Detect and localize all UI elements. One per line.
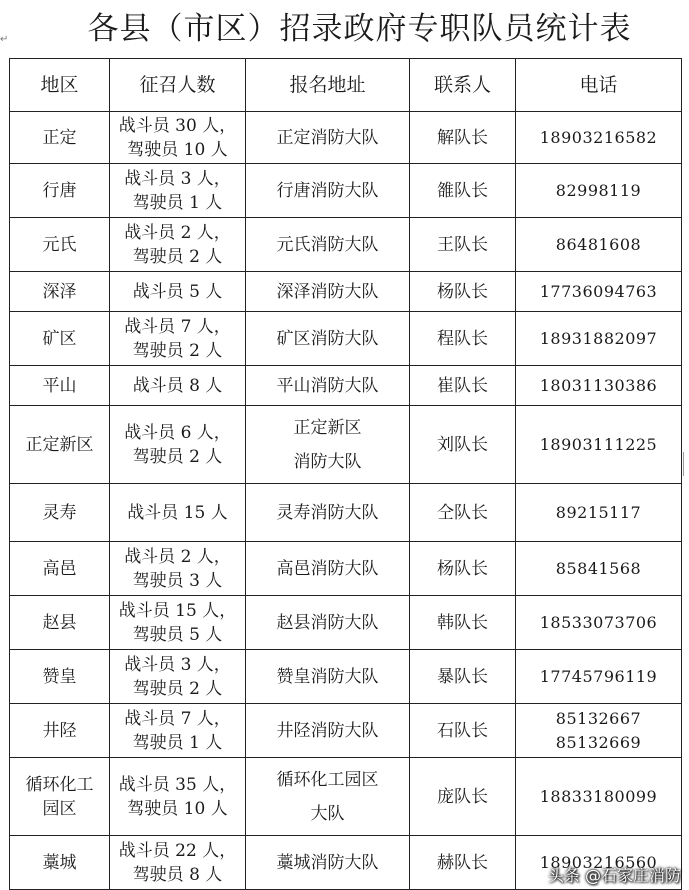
table-row <box>10 218 682 272</box>
phone-line: 85841568 <box>555 558 642 578</box>
phone-line: 82998119 <box>555 180 642 200</box>
address-line: 深泽消防大队 <box>276 281 379 302</box>
region-cell <box>10 164 110 218</box>
quota-line: 驾驶员 8 人 <box>132 864 223 885</box>
region-line: 井陉 <box>42 720 77 741</box>
region-line: 藁城 <box>42 852 77 873</box>
contact-cell: 王队长 <box>410 218 516 272</box>
contact-cell: 仝队长 <box>410 484 516 542</box>
region-line: 赞皇 <box>42 666 77 687</box>
region-cell <box>10 596 110 650</box>
quota-line: 战斗员 15 人， <box>118 600 237 621</box>
table-row <box>10 484 682 542</box>
phone-cell <box>516 164 682 218</box>
address-line: 高邑消防大队 <box>276 558 379 579</box>
address-line: 行唐消防大队 <box>276 180 379 201</box>
quota-cell <box>110 366 246 406</box>
contact-cell: 暴队长 <box>410 650 516 704</box>
address-cell <box>246 542 410 596</box>
region-line: 行唐 <box>42 180 77 201</box>
quota-line: 战斗员 22 人， <box>118 840 237 861</box>
table-row <box>10 312 682 366</box>
quota-cell <box>110 704 246 758</box>
quota-line: 驾驶员 2 人 <box>132 246 223 267</box>
quota-line: 战斗员 8 人 <box>132 375 223 396</box>
contact-cell: 杨队长 <box>410 542 516 596</box>
region-cell <box>10 650 110 704</box>
address-cell <box>246 484 410 542</box>
phone-cell <box>516 484 682 542</box>
phone-line: 18031130386 <box>539 375 658 395</box>
phone-cell <box>516 366 682 406</box>
table-row <box>10 704 682 758</box>
phone-cell <box>516 704 682 758</box>
phone-line: 18903216582 <box>539 127 658 147</box>
region-line: 赵县 <box>42 612 77 633</box>
quota-cell <box>110 112 246 164</box>
address-line: 灵寿消防大队 <box>276 502 379 523</box>
address-cell <box>246 596 410 650</box>
quota-line: 战斗员 35 人， <box>118 774 237 795</box>
recruitment-table <box>9 58 682 890</box>
contact-cell: 韩队长 <box>410 596 516 650</box>
quota-line: 战斗员 7 人， <box>124 708 231 729</box>
quota-line: 驾驶员 3 人 <box>132 570 223 591</box>
address-cell <box>246 272 410 312</box>
address-cell <box>246 366 410 406</box>
address-line: 赞皇消防大队 <box>276 666 379 687</box>
phone-line: 17745796119 <box>539 666 658 686</box>
quota-line: 战斗员 15 人 <box>127 502 228 523</box>
quota-line: 战斗员 7 人， <box>124 316 231 337</box>
address-line: 矿区消防大队 <box>276 328 379 349</box>
region-line: 深泽 <box>42 281 77 302</box>
contact-cell: 庞队长 <box>410 758 516 836</box>
table-row <box>10 164 682 218</box>
quota-cell <box>110 596 246 650</box>
address-line: 井陉消防大队 <box>276 720 379 741</box>
address-cell <box>246 218 410 272</box>
address-cell <box>246 312 410 366</box>
region-line: 灵寿 <box>42 502 77 523</box>
page-title: 各县（市区）招录政府专职队员统计表 <box>87 11 632 47</box>
phone-line: 89215117 <box>555 502 642 522</box>
region-cell <box>10 112 110 164</box>
quota-cell <box>110 312 246 366</box>
quota-cell <box>110 218 246 272</box>
page-edge-mark <box>683 452 687 476</box>
header-phone: 电话 <box>516 59 682 112</box>
region-cell <box>10 704 110 758</box>
phone-line: 86481608 <box>555 234 642 254</box>
phone-cell <box>516 218 682 272</box>
quota-cell <box>110 272 246 312</box>
address-cell <box>246 164 410 218</box>
address-cell <box>246 758 410 836</box>
table-row <box>10 406 682 484</box>
quota-line: 战斗员 5 人 <box>132 281 223 302</box>
header-region: 地区 <box>10 59 110 112</box>
address-cell <box>246 836 410 890</box>
phone-cell <box>516 650 682 704</box>
region-cell <box>10 366 110 406</box>
quota-line: 战斗员 2 人， <box>124 222 231 243</box>
quota-line: 驾驶员 10 人 <box>127 139 228 160</box>
contact-cell: 崔队长 <box>410 366 516 406</box>
contact-cell: 石队长 <box>410 704 516 758</box>
table-header-row <box>10 59 682 112</box>
region-cell <box>10 312 110 366</box>
table-body <box>10 112 682 890</box>
region-line: 平山 <box>42 375 77 396</box>
phone-line: 85132667 <box>555 708 642 728</box>
quota-line: 驾驶员 5 人 <box>132 624 223 645</box>
region-line: 园区 <box>42 798 77 819</box>
quota-cell <box>110 836 246 890</box>
contact-cell: 雒队长 <box>410 164 516 218</box>
quota-line: 驾驶员 2 人 <box>132 446 223 467</box>
quota-cell <box>110 406 246 484</box>
quota-line: 驾驶员 1 人 <box>132 192 223 213</box>
region-cell <box>10 484 110 542</box>
quota-cell <box>110 484 246 542</box>
contact-cell: 杨队长 <box>410 272 516 312</box>
quota-line: 战斗员 6 人， <box>124 422 231 443</box>
quota-line: 战斗员 2 人， <box>124 546 231 567</box>
region-cell <box>10 406 110 484</box>
quota-line: 战斗员 3 人， <box>124 168 231 189</box>
quota-cell <box>110 164 246 218</box>
phone-line: 18903111225 <box>539 434 658 454</box>
phone-cell <box>516 758 682 836</box>
phone-cell <box>516 406 682 484</box>
region-cell <box>10 272 110 312</box>
quota-line: 驾驶员 10 人 <box>127 798 228 819</box>
region-line: 正定新区 <box>25 434 94 455</box>
table-row <box>10 112 682 164</box>
region-line: 高邑 <box>42 558 77 579</box>
table-row <box>10 758 682 836</box>
phone-line: 18833180099 <box>539 786 658 806</box>
watermark: 头条 @石家庄消防 <box>547 866 681 885</box>
region-cell <box>10 836 110 890</box>
header-address: 报名地址 <box>246 59 410 112</box>
region-line: 矿区 <box>42 328 77 349</box>
address-line: 循环化工园区 <box>276 769 379 790</box>
phone-cell <box>516 596 682 650</box>
anchor-mark: ↵ <box>0 34 9 45</box>
phone-line: 18903216560 <box>539 852 658 872</box>
phone-line: 18931882097 <box>539 328 658 348</box>
table-row <box>10 596 682 650</box>
address-cell <box>246 650 410 704</box>
quota-cell <box>110 650 246 704</box>
region-cell <box>10 758 110 836</box>
address-line: 大队 <box>310 803 345 824</box>
region-cell <box>10 542 110 596</box>
table-row <box>10 650 682 704</box>
region-line: 元氏 <box>42 234 77 255</box>
header-contact: 联系人 <box>410 59 516 112</box>
contact-cell: 解队长 <box>410 112 516 164</box>
phone-cell <box>516 542 682 596</box>
contact-cell: 赫队长 <box>410 836 516 890</box>
address-line: 消防大队 <box>293 451 362 472</box>
table-row <box>10 366 682 406</box>
region-line: 循环化工 <box>25 774 94 795</box>
phone-line: 17736094763 <box>539 281 658 301</box>
quota-cell <box>110 542 246 596</box>
phone-line: 85132669 <box>555 732 642 752</box>
address-line: 藁城消防大队 <box>276 852 379 873</box>
header-quota: 征召人数 <box>110 59 246 112</box>
address-line: 赵县消防大队 <box>276 612 379 633</box>
table-row <box>10 542 682 596</box>
contact-cell: 刘队长 <box>410 406 516 484</box>
phone-cell <box>516 312 682 366</box>
phone-cell <box>516 272 682 312</box>
region-cell <box>10 218 110 272</box>
quota-line: 战斗员 30 人， <box>118 115 237 136</box>
phone-cell <box>516 112 682 164</box>
phone-line: 18533073706 <box>539 612 658 632</box>
quota-line: 驾驶员 2 人 <box>132 340 223 361</box>
address-cell <box>246 406 410 484</box>
region-line: 正定 <box>42 127 77 148</box>
address-cell <box>246 112 410 164</box>
contact-cell: 程队长 <box>410 312 516 366</box>
address-line: 平山消防大队 <box>276 375 379 396</box>
address-cell <box>246 704 410 758</box>
quota-cell <box>110 758 246 836</box>
quota-line: 驾驶员 1 人 <box>132 732 223 753</box>
quota-line: 驾驶员 2 人 <box>132 678 223 699</box>
address-line: 元氏消防大队 <box>276 234 379 255</box>
quota-line: 战斗员 3 人， <box>124 654 231 675</box>
address-line: 正定消防大队 <box>276 127 379 148</box>
address-line: 正定新区 <box>293 417 362 438</box>
table-row <box>10 272 682 312</box>
